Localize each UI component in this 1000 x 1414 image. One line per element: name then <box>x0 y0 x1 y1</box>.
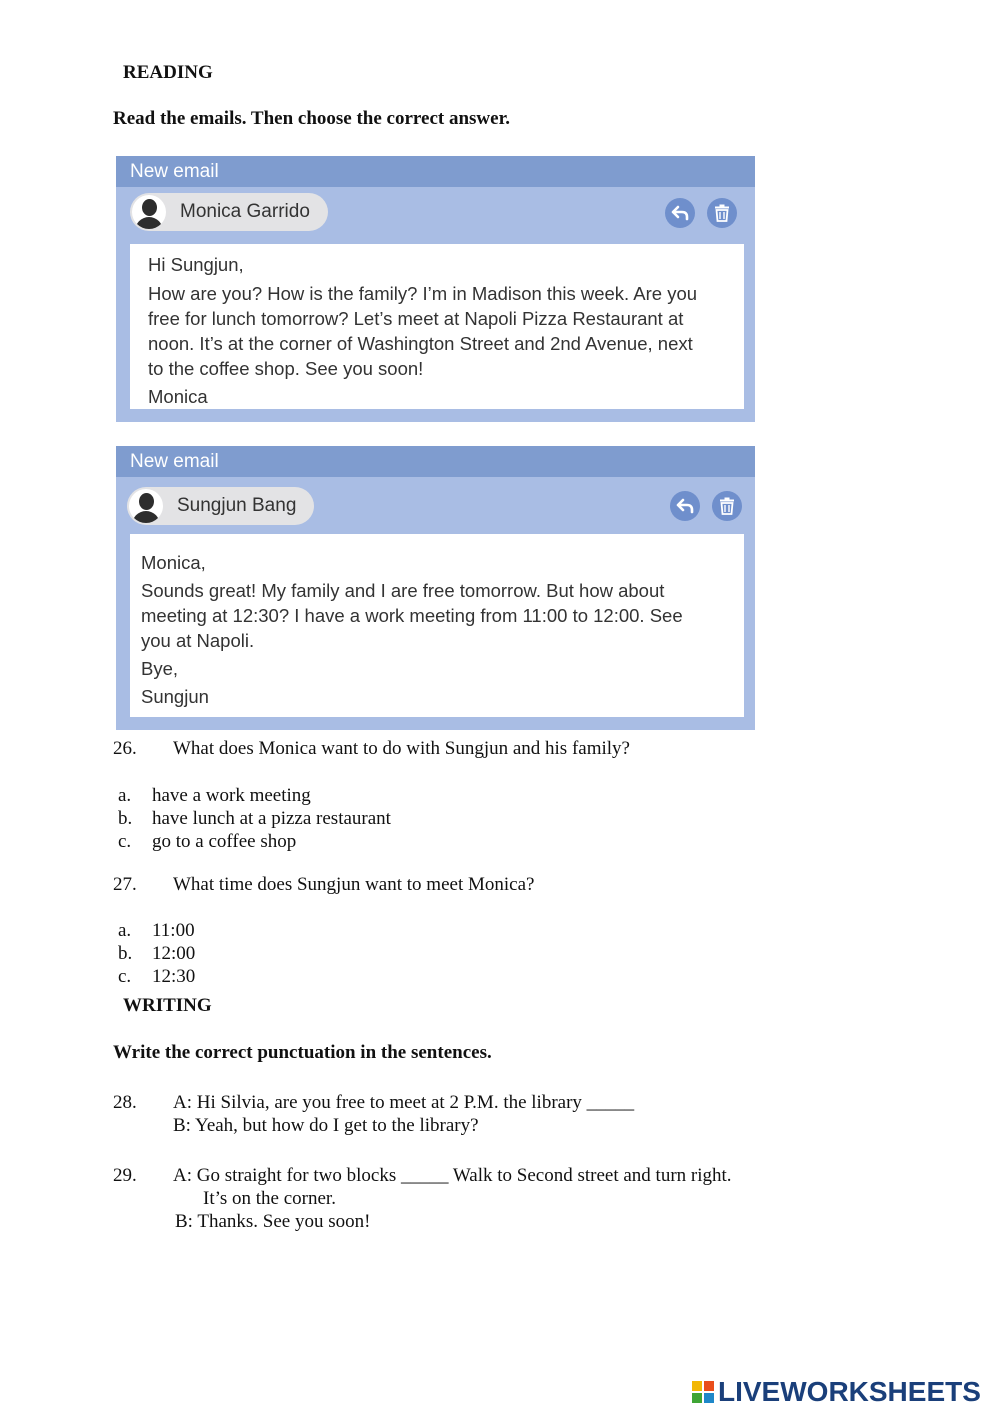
email-line: meeting at 12:30? I have a work meeting from 11:00 to 12:00. See <box>141 605 683 626</box>
options-27 <box>118 920 718 989</box>
option-b[interactable] <box>118 943 718 966</box>
dialogue-line-a[interactable]: A: Go straight for two blocks _____ Walk to Second street and turn right. <box>173 1165 732 1186</box>
option-text: 12:30 <box>152 966 196 987</box>
email-title-bar: New email <box>116 156 755 187</box>
sender-chip <box>130 193 328 231</box>
reply-icon[interactable] <box>665 198 695 228</box>
email-title-bar: New email <box>116 446 755 477</box>
logo-icon <box>692 1381 714 1403</box>
option-text: have a work meeting <box>152 785 311 806</box>
option-letter: b. <box>118 808 133 829</box>
email-line: noon. It’s at the corner of Washington Street and 2nd Avenue, next <box>148 333 693 354</box>
question-number: 26. <box>113 738 137 759</box>
reading-instruction: Read the emails. Then choose the correct answer. <box>113 108 511 129</box>
option-letter: c. <box>118 966 132 987</box>
option-a[interactable] <box>118 920 718 943</box>
reading-heading: READING <box>123 62 213 83</box>
option-letter: a. <box>118 920 132 941</box>
email-card-sungjun <box>116 446 755 730</box>
sender-name: Monica Garrido <box>180 201 310 222</box>
question-text: What does Monica want to do with Sungjun and his family? <box>173 738 630 759</box>
email-line: How are you? How is the family? I’m in Madison this week. Are you <box>148 283 698 304</box>
trash-icon[interactable] <box>707 198 737 228</box>
sender-name: Sungjun Bang <box>177 495 297 516</box>
question-number: 28. <box>113 1092 137 1113</box>
option-text: go to a coffee shop <box>152 831 297 852</box>
avatar-icon <box>129 489 163 523</box>
email-line: to the coffee shop. See you soon! <box>148 358 424 379</box>
option-text: 12:00 <box>152 943 196 964</box>
avatar-icon <box>132 195 166 229</box>
email-line: Bye, <box>141 658 179 679</box>
email-line: Sounds great! My family and I are free tomorrow. But how about <box>141 580 665 601</box>
question-27 <box>113 874 813 898</box>
option-letter: a. <box>118 785 132 806</box>
writing-item-29 <box>113 1165 873 1237</box>
writing-item-28 <box>113 1092 873 1142</box>
email-line: Monica, <box>141 552 206 573</box>
email-body <box>130 534 744 717</box>
reply-icon[interactable] <box>670 491 700 521</box>
liveworksheets-logo <box>692 1376 981 1408</box>
email-line: Hi Sungjun, <box>148 254 244 275</box>
question-26 <box>113 738 813 762</box>
email-card-monica <box>116 156 755 422</box>
dialogue-line-b: B: Thanks. See you soon! <box>175 1211 371 1232</box>
dialogue-line-b: B: Yeah, but how do I get to the library? <box>173 1115 479 1136</box>
writing-heading: WRITING <box>123 995 212 1016</box>
question-text: What time does Sungjun want to meet Monica? <box>173 874 535 895</box>
option-text: have lunch at a pizza restaurant <box>152 808 391 829</box>
option-letter: c. <box>118 831 132 852</box>
email-body <box>130 244 744 409</box>
email-line: free for lunch tomorrow? Let’s meet at Napoli Pizza Restaurant at <box>148 308 684 329</box>
trash-icon[interactable] <box>712 491 742 521</box>
option-c[interactable] <box>118 831 718 854</box>
question-number: 27. <box>113 874 137 895</box>
option-c[interactable] <box>118 966 718 989</box>
logo-text: LIVEWORKSHEETS <box>718 1376 981 1407</box>
option-b[interactable] <box>118 808 718 831</box>
email-line: you at Napoli. <box>141 630 255 651</box>
options-26 <box>118 785 718 854</box>
writing-instruction: Write the correct punctuation in the sentences. <box>113 1042 492 1063</box>
sender-chip <box>127 487 314 525</box>
email-line: Sungjun <box>141 686 209 707</box>
dialogue-line-a-continued: It’s on the corner. <box>203 1188 336 1209</box>
email-line: Monica <box>148 386 208 407</box>
option-text: 11:00 <box>152 920 195 941</box>
option-a[interactable] <box>118 785 718 808</box>
dialogue-line-a[interactable]: A: Hi Silvia, are you free to meet at 2 P.M. the library _____ <box>173 1092 635 1113</box>
question-number: 29. <box>113 1165 137 1186</box>
option-letter: b. <box>118 943 133 964</box>
